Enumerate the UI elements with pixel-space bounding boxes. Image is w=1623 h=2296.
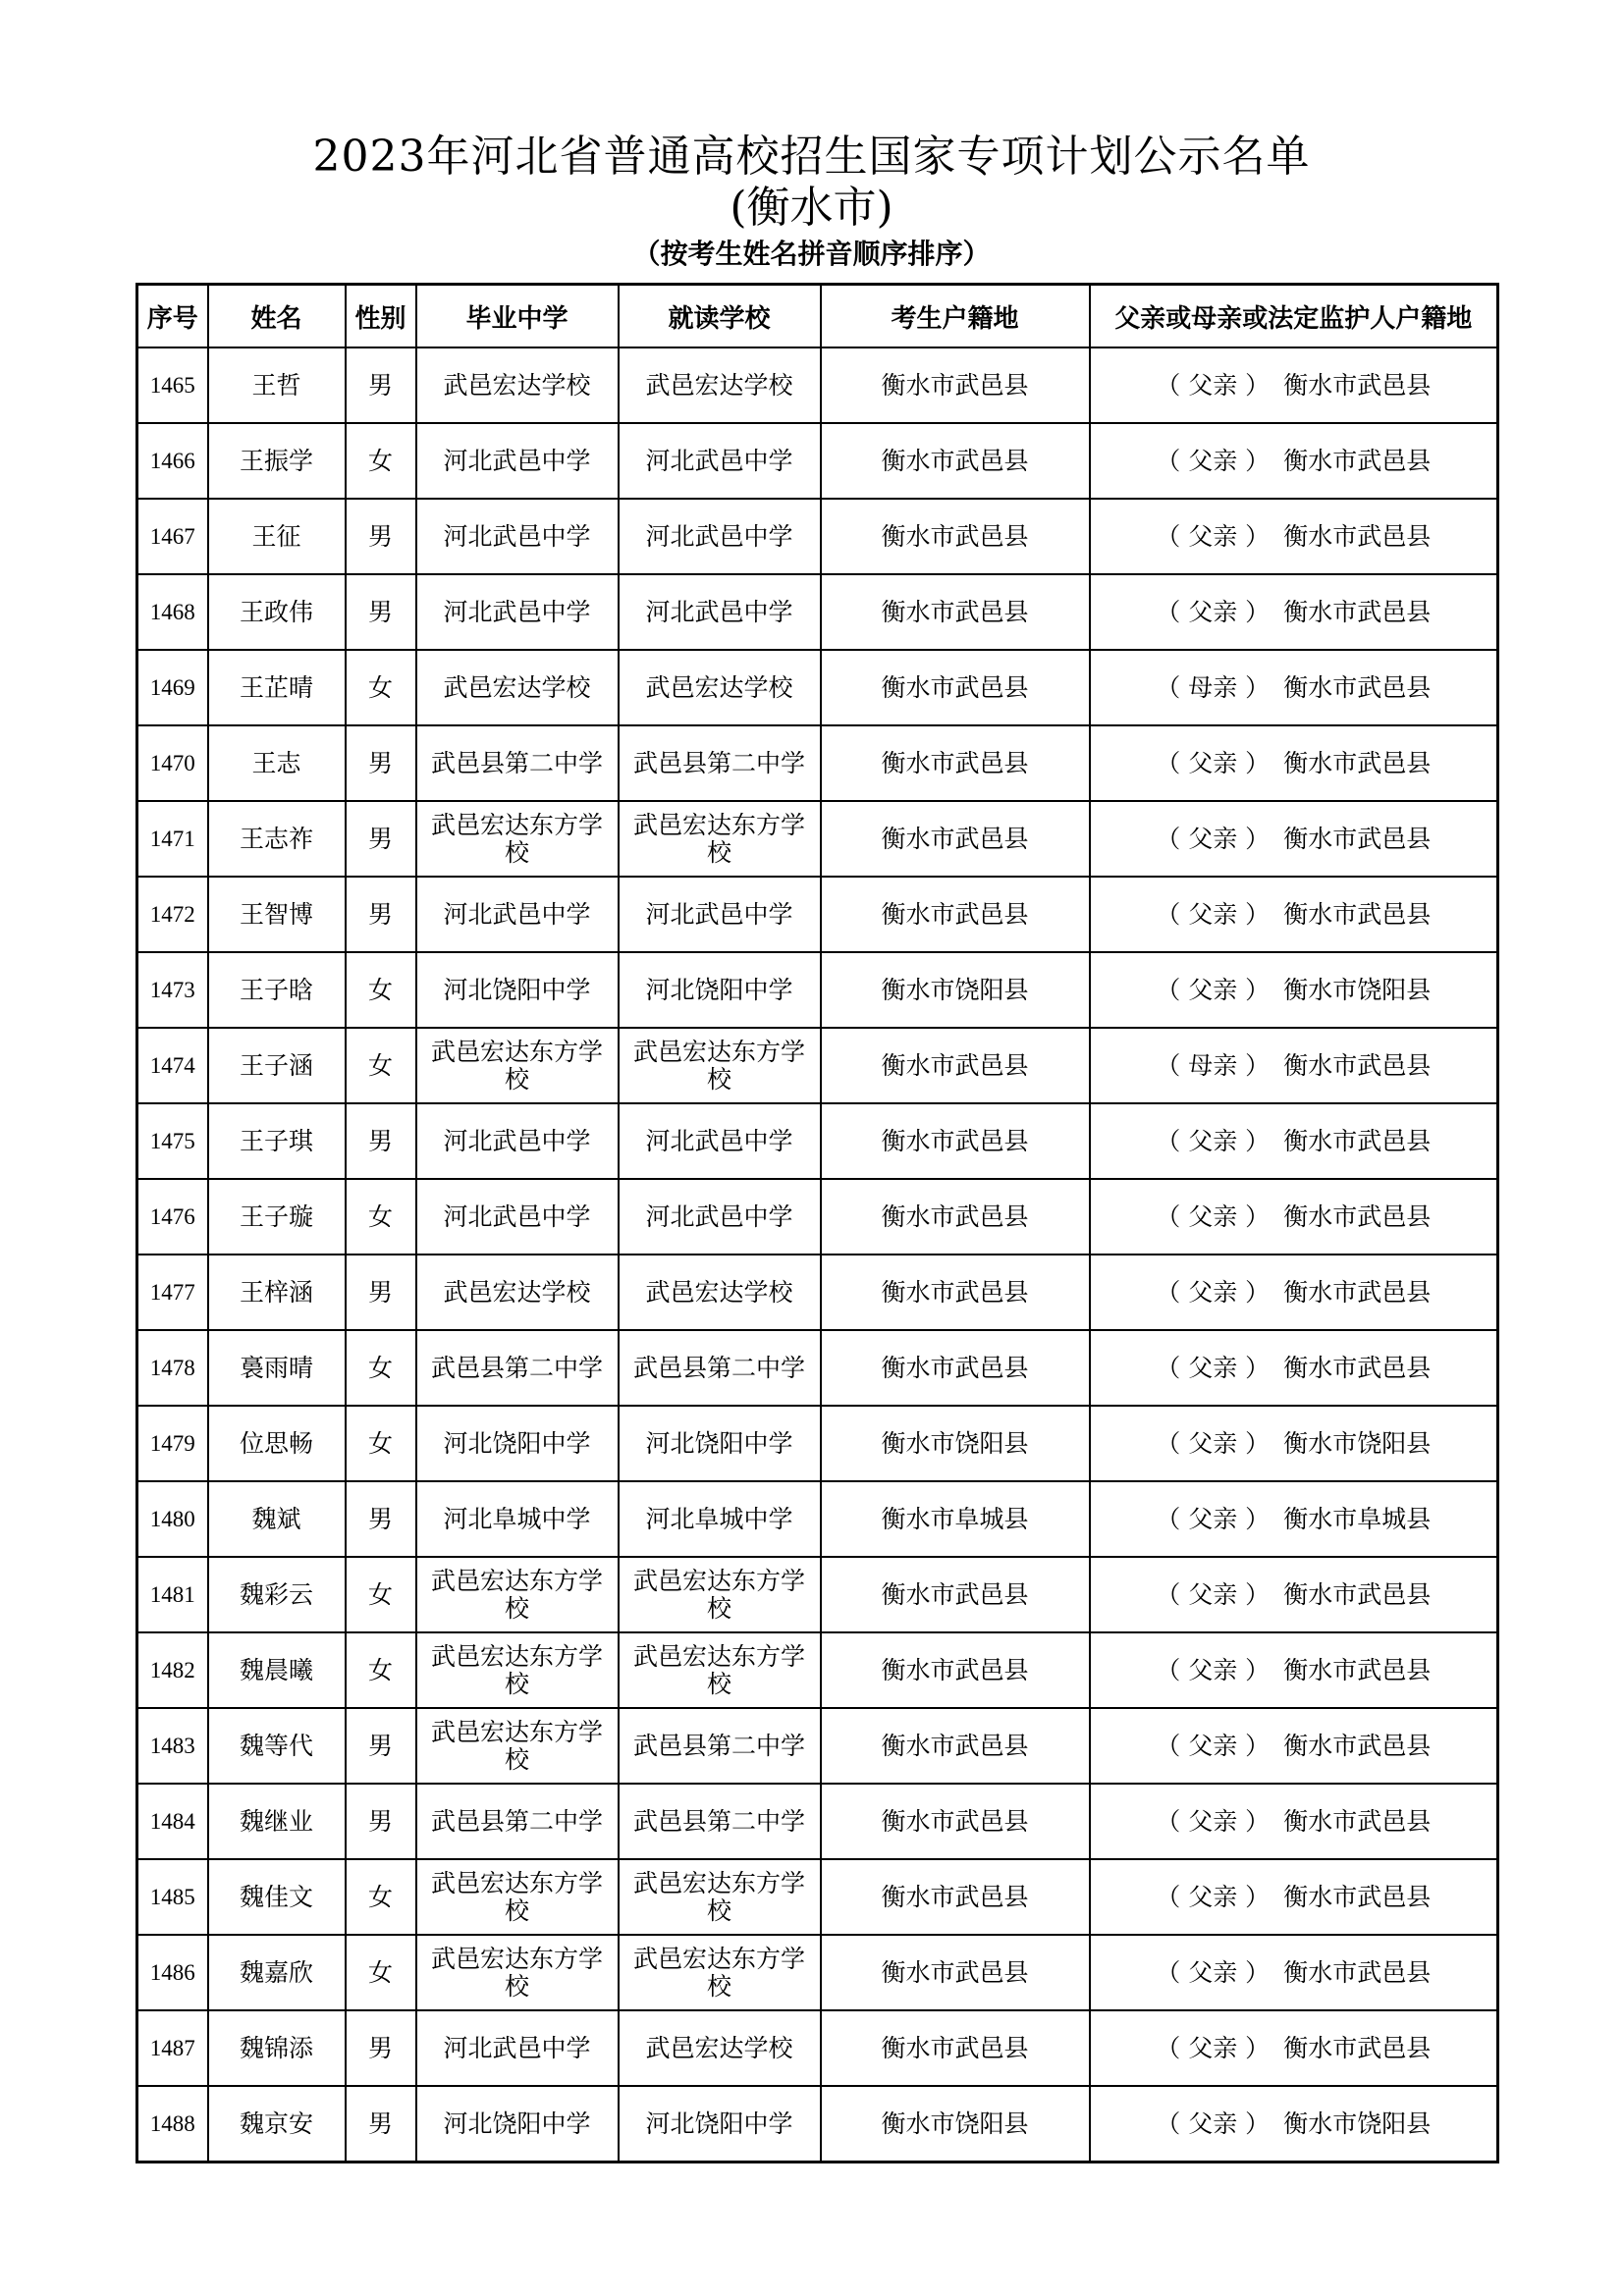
cell-gender: 男 <box>346 347 416 423</box>
table-row <box>137 1784 1498 1859</box>
page-title: 2023年河北省普通高校招生国家专项计划公示名单 <box>312 132 1311 182</box>
cell-gender: 男 <box>346 2010 416 2086</box>
cell-graduated-school: 武邑宏达学校 <box>416 1255 619 1330</box>
document-header <box>0 130 1623 275</box>
guardian-relation: （ 父亲 ） <box>1156 1126 1271 1155</box>
cell-graduated-school: 河北武邑中学 <box>416 877 619 952</box>
cell-gender: 男 <box>346 499 416 574</box>
table-row <box>137 1632 1498 1708</box>
col-header-gender: 性别 <box>346 285 416 348</box>
table-row <box>137 1255 1498 1330</box>
cell-guardian-hukou <box>1090 1557 1498 1632</box>
cell-student-hukou: 衡水市饶阳县 <box>821 952 1090 1028</box>
cell-current-school: 武邑宏达学校 <box>619 1255 821 1330</box>
guardian-place: 衡水市武邑县 <box>1283 824 1432 853</box>
cell-name: 魏京安 <box>208 2086 346 2163</box>
cell-number: 1485 <box>137 1859 208 1935</box>
cell-guardian-hukou <box>1090 1406 1498 1481</box>
guardian-relation: （ 父亲 ） <box>1156 1277 1271 1307</box>
cell-graduated-school: 武邑宏达东方学校 <box>416 1708 619 1784</box>
guardian-place: 衡水市武邑县 <box>1283 1353 1432 1382</box>
cell-student-hukou: 衡水市阜城县 <box>821 1481 1090 1557</box>
col-header-student-hukou: 考生户籍地 <box>821 285 1090 348</box>
cell-graduated-school: 武邑宏达学校 <box>416 347 619 423</box>
col-header-current-school: 就读学校 <box>619 285 821 348</box>
cell-graduated-school: 河北武邑中学 <box>416 574 619 650</box>
cell-name: 王子璇 <box>208 1179 346 1255</box>
cell-current-school: 武邑宏达东方学校 <box>619 1859 821 1935</box>
cell-current-school: 武邑宏达东方学校 <box>619 1632 821 1708</box>
cell-guardian-hukou <box>1090 1255 1498 1330</box>
cell-student-hukou: 衡水市武邑县 <box>821 1632 1090 1708</box>
cell-number: 1483 <box>137 1708 208 1784</box>
cell-name: 魏晨曦 <box>208 1632 346 1708</box>
cell-name: 王志祚 <box>208 801 346 877</box>
cell-student-hukou: 衡水市武邑县 <box>821 1330 1090 1406</box>
cell-graduated-school: 武邑宏达学校 <box>416 650 619 725</box>
cell-student-hukou: 衡水市饶阳县 <box>821 1406 1090 1481</box>
cell-number: 1476 <box>137 1179 208 1255</box>
cell-gender: 女 <box>346 650 416 725</box>
cell-name: 王子琪 <box>208 1103 346 1179</box>
cell-current-school: 武邑县第二中学 <box>619 1330 821 1406</box>
table-row <box>137 650 1498 725</box>
cell-name: 魏锦添 <box>208 2010 346 2086</box>
cell-student-hukou: 衡水市饶阳县 <box>821 2086 1090 2163</box>
guardian-place: 衡水市武邑县 <box>1283 446 1432 475</box>
cell-guardian-hukou <box>1090 650 1498 725</box>
guardian-relation: （ 父亲 ） <box>1156 1806 1271 1836</box>
cell-gender: 男 <box>346 2086 416 2163</box>
cell-name: 王征 <box>208 499 346 574</box>
cell-name: 魏斌 <box>208 1481 346 1557</box>
cell-number: 1486 <box>137 1935 208 2010</box>
cell-name: 王芷晴 <box>208 650 346 725</box>
cell-current-school: 河北武邑中学 <box>619 574 821 650</box>
cell-gender: 女 <box>346 1557 416 1632</box>
cell-name: 位思畅 <box>208 1406 346 1481</box>
guardian-relation: （ 父亲 ） <box>1156 975 1271 1004</box>
cell-current-school: 河北饶阳中学 <box>619 952 821 1028</box>
cell-number: 1479 <box>137 1406 208 1481</box>
cell-number: 1484 <box>137 1784 208 1859</box>
cell-number: 1465 <box>137 347 208 423</box>
cell-guardian-hukou <box>1090 1028 1498 1103</box>
cell-graduated-school: 河北武邑中学 <box>416 2010 619 2086</box>
cell-gender: 男 <box>346 801 416 877</box>
cell-number: 1488 <box>137 2086 208 2163</box>
guardian-relation: （ 父亲 ） <box>1156 1579 1271 1609</box>
cell-name: 王振学 <box>208 423 346 499</box>
cell-gender: 女 <box>346 1859 416 1935</box>
cell-gender: 女 <box>346 952 416 1028</box>
table-row <box>137 725 1498 801</box>
cell-gender: 男 <box>346 574 416 650</box>
table-row <box>137 423 1498 499</box>
cell-gender: 女 <box>346 1179 416 1255</box>
guardian-place: 衡水市武邑县 <box>1283 1957 1432 1987</box>
guardian-place: 衡水市武邑县 <box>1283 2033 1432 2062</box>
cell-current-school: 武邑县第二中学 <box>619 1784 821 1859</box>
guardian-relation: （ 父亲 ） <box>1156 597 1271 626</box>
guardian-relation: （ 父亲 ） <box>1156 2109 1271 2138</box>
cell-number: 1475 <box>137 1103 208 1179</box>
sort-note: （按考生姓名拼音顺序排序） <box>632 238 991 270</box>
cell-student-hukou: 衡水市武邑县 <box>821 423 1090 499</box>
guardian-relation: （ 父亲 ） <box>1156 1428 1271 1458</box>
guardian-relation: （ 父亲 ） <box>1156 1201 1271 1231</box>
cell-gender: 男 <box>346 725 416 801</box>
cell-current-school: 武邑宏达学校 <box>619 650 821 725</box>
table-row <box>137 1708 1498 1784</box>
cell-gender: 女 <box>346 1330 416 1406</box>
guardian-relation: （ 父亲 ） <box>1156 1731 1271 1760</box>
cell-guardian-hukou <box>1090 1481 1498 1557</box>
cell-guardian-hukou <box>1090 423 1498 499</box>
cell-student-hukou: 衡水市武邑县 <box>821 1103 1090 1179</box>
cell-current-school: 河北饶阳中学 <box>619 2086 821 2163</box>
cell-current-school: 武邑县第二中学 <box>619 725 821 801</box>
guardian-relation: （ 父亲 ） <box>1156 1504 1271 1533</box>
guardian-place: 衡水市武邑县 <box>1283 672 1432 702</box>
cell-guardian-hukou <box>1090 1708 1498 1784</box>
cell-name: 魏继业 <box>208 1784 346 1859</box>
table-row <box>137 1103 1498 1179</box>
cell-gender: 女 <box>346 423 416 499</box>
cell-current-school: 河北武邑中学 <box>619 1179 821 1255</box>
cell-graduated-school: 河北武邑中学 <box>416 499 619 574</box>
guardian-relation: （ 父亲 ） <box>1156 1882 1271 1911</box>
guardian-place: 衡水市武邑县 <box>1283 1126 1432 1155</box>
cell-name: 王子涵 <box>208 1028 346 1103</box>
col-header-graduated-school: 毕业中学 <box>416 285 619 348</box>
cell-gender: 男 <box>346 1255 416 1330</box>
guardian-place: 衡水市武邑县 <box>1283 1579 1432 1609</box>
cell-graduated-school: 河北武邑中学 <box>416 1179 619 1255</box>
guardian-relation: （ 父亲 ） <box>1156 446 1271 475</box>
guardian-relation: （ 母亲 ） <box>1156 1050 1271 1080</box>
table-row <box>137 801 1498 877</box>
cell-guardian-hukou <box>1090 877 1498 952</box>
cell-guardian-hukou <box>1090 801 1498 877</box>
table-row <box>137 1859 1498 1935</box>
cell-guardian-hukou <box>1090 347 1498 423</box>
table-row <box>137 1557 1498 1632</box>
cell-guardian-hukou <box>1090 2086 1498 2163</box>
cell-student-hukou: 衡水市武邑县 <box>821 1708 1090 1784</box>
cell-gender: 女 <box>346 1406 416 1481</box>
cell-guardian-hukou <box>1090 1103 1498 1179</box>
guardian-relation: （ 父亲 ） <box>1156 824 1271 853</box>
cell-number: 1482 <box>137 1632 208 1708</box>
guardian-relation: （ 父亲 ） <box>1156 1353 1271 1382</box>
cell-graduated-school: 武邑县第二中学 <box>416 1784 619 1859</box>
cell-number: 1468 <box>137 574 208 650</box>
cell-gender: 男 <box>346 1708 416 1784</box>
cell-current-school: 武邑宏达东方学校 <box>619 1028 821 1103</box>
cell-current-school: 河北武邑中学 <box>619 1103 821 1179</box>
col-header-guardian-hukou: 父亲或母亲或法定监护人户籍地 <box>1090 285 1498 348</box>
cell-name: 王政伟 <box>208 574 346 650</box>
cell-student-hukou: 衡水市武邑县 <box>821 877 1090 952</box>
cell-name: 王智博 <box>208 877 346 952</box>
cell-student-hukou: 衡水市武邑县 <box>821 347 1090 423</box>
cell-student-hukou: 衡水市武邑县 <box>821 1557 1090 1632</box>
table-row <box>137 499 1498 574</box>
cell-number: 1474 <box>137 1028 208 1103</box>
guardian-place: 衡水市武邑县 <box>1283 1655 1432 1684</box>
cell-name: 裛雨晴 <box>208 1330 346 1406</box>
cell-current-school: 武邑宏达学校 <box>619 2010 821 2086</box>
guardian-place: 衡水市饶阳县 <box>1283 1428 1432 1458</box>
cell-current-school: 武邑宏达学校 <box>619 347 821 423</box>
guardian-place: 衡水市武邑县 <box>1283 1201 1432 1231</box>
cell-current-school: 河北阜城中学 <box>619 1481 821 1557</box>
table-body <box>137 347 1498 2163</box>
cell-guardian-hukou <box>1090 1935 1498 2010</box>
cell-graduated-school: 河北饶阳中学 <box>416 952 619 1028</box>
table-row <box>137 2010 1498 2086</box>
cell-guardian-hukou <box>1090 574 1498 650</box>
cell-name: 魏等代 <box>208 1708 346 1784</box>
cell-graduated-school: 武邑宏达东方学校 <box>416 1935 619 2010</box>
guardian-place: 衡水市武邑县 <box>1283 1882 1432 1911</box>
cell-student-hukou: 衡水市武邑县 <box>821 1028 1090 1103</box>
cell-name: 魏嘉欣 <box>208 1935 346 2010</box>
cell-name: 王梓涵 <box>208 1255 346 1330</box>
guardian-place: 衡水市饶阳县 <box>1283 2109 1432 2138</box>
cell-guardian-hukou <box>1090 1179 1498 1255</box>
cell-name: 王子晗 <box>208 952 346 1028</box>
guardian-place: 衡水市武邑县 <box>1283 1050 1432 1080</box>
cell-number: 1487 <box>137 2010 208 2086</box>
guardian-relation: （ 父亲 ） <box>1156 2033 1271 2062</box>
cell-guardian-hukou <box>1090 2010 1498 2086</box>
cell-current-school: 河北武邑中学 <box>619 423 821 499</box>
guardian-relation: （ 父亲 ） <box>1156 1957 1271 1987</box>
cell-student-hukou: 衡水市武邑县 <box>821 574 1090 650</box>
cell-gender: 男 <box>346 1481 416 1557</box>
cell-gender: 女 <box>346 1632 416 1708</box>
cell-guardian-hukou <box>1090 1784 1498 1859</box>
cell-graduated-school: 武邑宏达东方学校 <box>416 1028 619 1103</box>
guardian-place: 衡水市武邑县 <box>1283 1277 1432 1307</box>
guardian-relation: （ 父亲 ） <box>1156 899 1271 929</box>
guardian-relation: （ 父亲 ） <box>1156 521 1271 551</box>
cell-student-hukou: 衡水市武邑县 <box>821 1255 1090 1330</box>
cell-graduated-school: 武邑宏达东方学校 <box>416 1632 619 1708</box>
guardian-relation: （ 母亲 ） <box>1156 672 1271 702</box>
cell-graduated-school: 河北武邑中学 <box>416 1103 619 1179</box>
cell-guardian-hukou <box>1090 1632 1498 1708</box>
cell-number: 1471 <box>137 801 208 877</box>
cell-name: 王志 <box>208 725 346 801</box>
page-subtitle: (衡水市) <box>730 183 893 233</box>
guardian-place: 衡水市饶阳县 <box>1283 975 1432 1004</box>
cell-student-hukou: 衡水市武邑县 <box>821 1859 1090 1935</box>
guardian-place: 衡水市阜城县 <box>1283 1504 1432 1533</box>
cell-student-hukou: 衡水市武邑县 <box>821 2010 1090 2086</box>
table-row <box>137 1935 1498 2010</box>
guardian-relation: （ 父亲 ） <box>1156 1655 1271 1684</box>
cell-current-school: 武邑县第二中学 <box>619 1708 821 1784</box>
cell-student-hukou: 衡水市武邑县 <box>821 1179 1090 1255</box>
roster-table <box>135 283 1499 2163</box>
guardian-place: 衡水市武邑县 <box>1283 899 1432 929</box>
table-row <box>137 1406 1498 1481</box>
cell-current-school: 武邑宏达东方学校 <box>619 1935 821 2010</box>
cell-number: 1477 <box>137 1255 208 1330</box>
cell-guardian-hukou <box>1090 1330 1498 1406</box>
cell-graduated-school: 河北武邑中学 <box>416 423 619 499</box>
cell-name: 魏佳文 <box>208 1859 346 1935</box>
cell-guardian-hukou <box>1090 499 1498 574</box>
cell-current-school: 河北武邑中学 <box>619 499 821 574</box>
cell-number: 1478 <box>137 1330 208 1406</box>
table-row <box>137 347 1498 423</box>
cell-gender: 男 <box>346 1103 416 1179</box>
cell-graduated-school: 武邑宏达东方学校 <box>416 1859 619 1935</box>
cell-number: 1480 <box>137 1481 208 1557</box>
table-header-row <box>137 285 1498 348</box>
cell-graduated-school: 武邑县第二中学 <box>416 725 619 801</box>
cell-current-school: 河北饶阳中学 <box>619 1406 821 1481</box>
cell-graduated-school: 武邑县第二中学 <box>416 1330 619 1406</box>
cell-graduated-school: 武邑宏达东方学校 <box>416 1557 619 1632</box>
guardian-place: 衡水市武邑县 <box>1283 521 1432 551</box>
guardian-place: 衡水市武邑县 <box>1283 597 1432 626</box>
cell-current-school: 河北武邑中学 <box>619 877 821 952</box>
cell-name: 王哲 <box>208 347 346 423</box>
guardian-place: 衡水市武邑县 <box>1283 1806 1432 1836</box>
cell-number: 1466 <box>137 423 208 499</box>
guardian-place: 衡水市武邑县 <box>1283 1731 1432 1760</box>
col-header-name: 姓名 <box>208 285 346 348</box>
guardian-place: 衡水市武邑县 <box>1283 370 1432 400</box>
cell-student-hukou: 衡水市武邑县 <box>821 650 1090 725</box>
cell-guardian-hukou <box>1090 725 1498 801</box>
cell-number: 1481 <box>137 1557 208 1632</box>
table-row <box>137 574 1498 650</box>
cell-graduated-school: 河北饶阳中学 <box>416 1406 619 1481</box>
cell-graduated-school: 武邑宏达东方学校 <box>416 801 619 877</box>
cell-student-hukou: 衡水市武邑县 <box>821 801 1090 877</box>
table-row <box>137 877 1498 952</box>
cell-gender: 女 <box>346 1028 416 1103</box>
cell-student-hukou: 衡水市武邑县 <box>821 1935 1090 2010</box>
cell-gender: 男 <box>346 877 416 952</box>
cell-current-school: 武邑宏达东方学校 <box>619 801 821 877</box>
table-row <box>137 2086 1498 2163</box>
cell-student-hukou: 衡水市武邑县 <box>821 1784 1090 1859</box>
cell-guardian-hukou <box>1090 952 1498 1028</box>
cell-number: 1470 <box>137 725 208 801</box>
table-row <box>137 1481 1498 1557</box>
cell-number: 1473 <box>137 952 208 1028</box>
cell-current-school: 武邑宏达东方学校 <box>619 1557 821 1632</box>
guardian-place: 衡水市武邑县 <box>1283 748 1432 777</box>
cell-guardian-hukou <box>1090 1859 1498 1935</box>
cell-graduated-school: 河北饶阳中学 <box>416 2086 619 2163</box>
cell-student-hukou: 衡水市武邑县 <box>821 725 1090 801</box>
cell-gender: 男 <box>346 1784 416 1859</box>
table-row <box>137 1179 1498 1255</box>
cell-number: 1469 <box>137 650 208 725</box>
col-header-number: 序号 <box>137 285 208 348</box>
table-row <box>137 952 1498 1028</box>
cell-number: 1472 <box>137 877 208 952</box>
table-row <box>137 1028 1498 1103</box>
cell-graduated-school: 河北阜城中学 <box>416 1481 619 1557</box>
cell-gender: 女 <box>346 1935 416 2010</box>
cell-name: 魏彩云 <box>208 1557 346 1632</box>
cell-student-hukou: 衡水市武邑县 <box>821 499 1090 574</box>
cell-number: 1467 <box>137 499 208 574</box>
guardian-relation: （ 父亲 ） <box>1156 748 1271 777</box>
guardian-relation: （ 父亲 ） <box>1156 370 1271 400</box>
table-row <box>137 1330 1498 1406</box>
